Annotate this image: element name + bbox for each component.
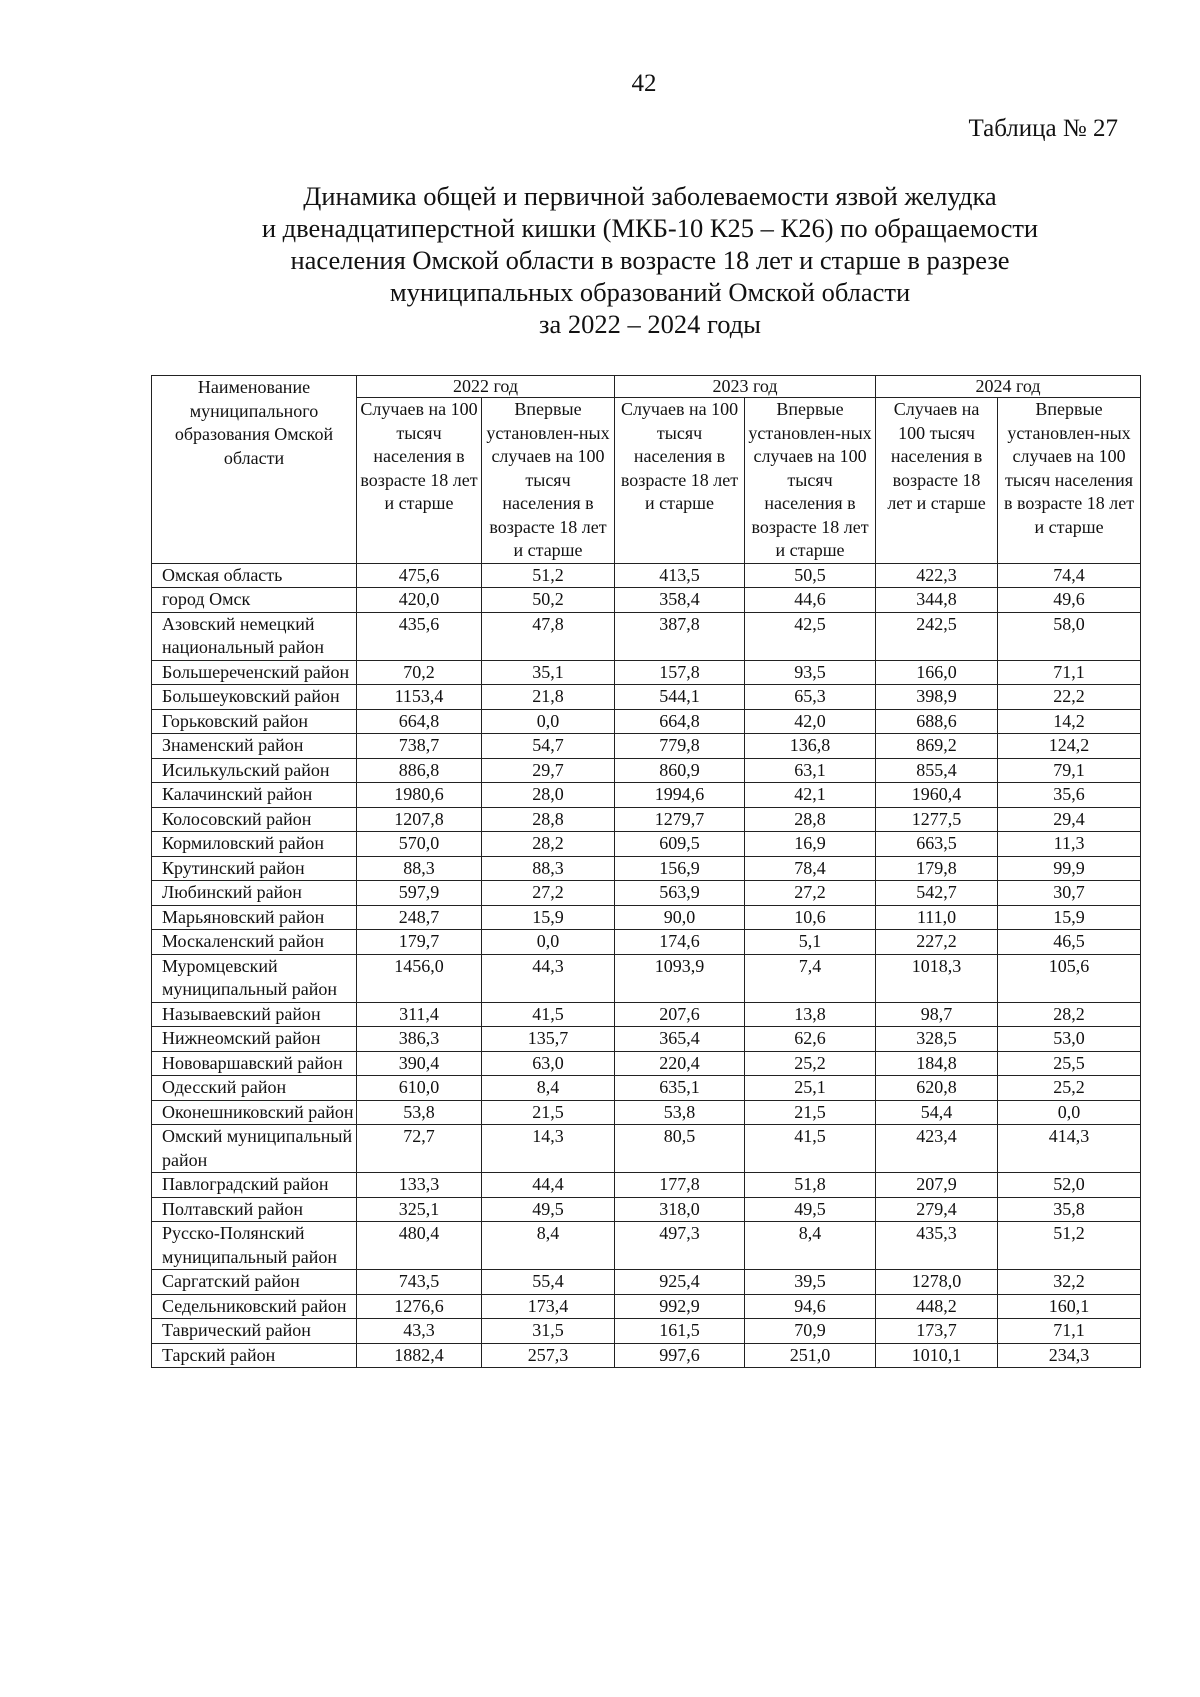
value-cell: 1980,6 [357,783,482,808]
table-row [152,1173,1141,1198]
table-row [152,1294,1141,1319]
value-cell: 52,0 [998,1173,1141,1198]
value-cell: 173,4 [482,1294,615,1319]
value-cell: 635,1 [615,1076,745,1101]
value-cell: 63,1 [745,758,876,783]
value-cell: 79,1 [998,758,1141,783]
header-new-cases-2023: Впервые установлен-ных случаев на 100 тысяч населения в возрасте 18 лет и старше [745,398,876,564]
value-cell: 35,1 [482,660,615,685]
value-cell: 28,2 [998,1002,1141,1027]
table-row [152,930,1141,955]
value-cell: 74,4 [998,563,1141,588]
value-cell: 105,6 [998,954,1141,1002]
value-cell: 54,7 [482,734,615,759]
value-cell: 46,5 [998,930,1141,955]
table-row [152,709,1141,734]
value-cell: 51,2 [998,1222,1141,1270]
value-cell: 234,3 [998,1343,1141,1368]
value-cell: 609,5 [615,832,745,857]
header-total-cases-2022: Случаев на 100 тысяч населения в возрасте 18 лет и старше [357,398,482,564]
value-cell: 207,6 [615,1002,745,1027]
value-cell: 855,4 [876,758,998,783]
value-cell: 414,3 [998,1125,1141,1173]
value-cell: 664,8 [615,709,745,734]
municipality-name: Колосовский район [152,807,357,832]
value-cell: 1279,7 [615,807,745,832]
municipality-name: Седельниковский район [152,1294,357,1319]
value-cell: 31,5 [482,1319,615,1344]
value-cell: 93,5 [745,660,876,685]
table-row [152,832,1141,857]
value-cell: 25,5 [998,1051,1141,1076]
title-line: и двенадцатиперстной кишки (МКБ-10 К25 – К26) по обращаемости [261,213,1039,243]
value-cell: 207,9 [876,1173,998,1198]
municipality-name: Нововаршавский район [152,1051,357,1076]
value-cell: 22,2 [998,685,1141,710]
municipality-name: Одесский район [152,1076,357,1101]
value-cell: 179,7 [357,930,482,955]
value-cell: 53,8 [357,1100,482,1125]
table-row [152,881,1141,906]
title-line: за 2022 – 2024 годы [539,309,761,339]
table-row [152,1270,1141,1295]
municipality-name: Любинский район [152,881,357,906]
value-cell: 358,4 [615,588,745,613]
value-cell: 15,9 [998,905,1141,930]
value-cell: 72,7 [357,1125,482,1173]
municipality-name: Крутинский район [152,856,357,881]
value-cell: 44,4 [482,1173,615,1198]
value-cell: 544,1 [615,685,745,710]
value-cell: 29,4 [998,807,1141,832]
title-line: муниципальных образований Омской области [389,277,911,307]
value-cell: 992,9 [615,1294,745,1319]
value-cell: 328,5 [876,1027,998,1052]
value-cell: 173,7 [876,1319,998,1344]
value-cell: 1994,6 [615,783,745,808]
municipality-name: Оконешниковский район [152,1100,357,1125]
header-new-cases-2024: Впервые установлен-ных случаев на 100 тысяч населения в возрасте 18 лет и старше [998,398,1141,564]
value-cell: 542,7 [876,881,998,906]
value-cell: 49,5 [745,1197,876,1222]
value-cell: 620,8 [876,1076,998,1101]
value-cell: 14,2 [998,709,1141,734]
value-cell: 0,0 [998,1100,1141,1125]
value-cell: 63,0 [482,1051,615,1076]
value-cell: 42,0 [745,709,876,734]
municipality-name: Исилькульский район [152,758,357,783]
title-line: населения Омской области в возрасте 18 лет и старше в разрезе [290,245,1010,275]
value-cell: 47,8 [482,612,615,660]
value-cell: 78,4 [745,856,876,881]
municipality-name: Марьяновский район [152,905,357,930]
value-cell: 420,0 [357,588,482,613]
table-row [152,1197,1141,1222]
value-cell: 94,6 [745,1294,876,1319]
municipality-name: Омский муниципальный район [152,1125,357,1173]
value-cell: 44,6 [745,588,876,613]
municipality-name: Кормиловский район [152,832,357,857]
value-cell: 50,2 [482,588,615,613]
value-cell: 41,5 [482,1002,615,1027]
value-cell: 869,2 [876,734,998,759]
value-cell: 597,9 [357,881,482,906]
value-cell: 886,8 [357,758,482,783]
header-year-2022: 2022 год [357,376,615,398]
value-cell: 251,0 [745,1343,876,1368]
value-cell: 435,6 [357,612,482,660]
value-cell: 44,3 [482,954,615,1002]
value-cell: 610,0 [357,1076,482,1101]
value-cell: 0,0 [482,930,615,955]
value-cell: 21,5 [745,1100,876,1125]
value-cell: 28,2 [482,832,615,857]
table-row [152,758,1141,783]
value-cell: 88,3 [357,856,482,881]
municipality-name: Называевский район [152,1002,357,1027]
value-cell: 248,7 [357,905,482,930]
value-cell: 53,0 [998,1027,1141,1052]
value-cell: 398,9 [876,685,998,710]
value-cell: 54,4 [876,1100,998,1125]
municipality-name: Большереченский район [152,660,357,685]
value-cell: 98,7 [876,1002,998,1027]
table-row [152,685,1141,710]
value-cell: 435,3 [876,1222,998,1270]
table-row [152,1343,1141,1368]
value-cell: 71,1 [998,1319,1141,1344]
value-cell: 41,5 [745,1125,876,1173]
value-cell: 70,9 [745,1319,876,1344]
value-cell: 1456,0 [357,954,482,1002]
value-cell: 413,5 [615,563,745,588]
municipality-name: Москаленский район [152,930,357,955]
value-cell: 242,5 [876,612,998,660]
value-cell: 133,3 [357,1173,482,1198]
header-new-cases-2022: Впервые установлен-ных случаев на 100 тысяч населения в возрасте 18 лет и старше [482,398,615,564]
value-cell: 220,4 [615,1051,745,1076]
value-cell: 124,2 [998,734,1141,759]
table-row [152,660,1141,685]
value-cell: 42,1 [745,783,876,808]
municipality-name: Омская область [152,563,357,588]
value-cell: 29,7 [482,758,615,783]
header-total-cases-2024: Случаев на 100 тысяч населения в возрасте 18 лет и старше [876,398,998,564]
value-cell: 311,4 [357,1002,482,1027]
value-cell: 1277,5 [876,807,998,832]
value-cell: 1153,4 [357,685,482,710]
value-cell: 387,8 [615,612,745,660]
header-year-2024: 2024 год [876,376,1141,398]
value-cell: 71,1 [998,660,1141,685]
table-title [150,180,1150,340]
value-cell: 25,2 [745,1051,876,1076]
value-cell: 50,5 [745,563,876,588]
value-cell: 157,8 [615,660,745,685]
table-label: Таблица № 27 [968,115,1118,142]
value-cell: 1010,1 [876,1343,998,1368]
value-cell: 390,4 [357,1051,482,1076]
table-row [152,905,1141,930]
municipality-name: Муромцевский муниципальный район [152,954,357,1002]
table-row [152,954,1141,1002]
value-cell: 365,4 [615,1027,745,1052]
municipality-name: Калачинский район [152,783,357,808]
municipality-name: Таврический район [152,1319,357,1344]
value-cell: 0,0 [482,709,615,734]
value-cell: 174,6 [615,930,745,955]
table-row [152,588,1141,613]
table-row [152,1222,1141,1270]
value-cell: 279,4 [876,1197,998,1222]
value-cell: 779,8 [615,734,745,759]
table-row [152,1027,1141,1052]
value-cell: 925,4 [615,1270,745,1295]
value-cell: 28,8 [745,807,876,832]
header-total-cases-2023: Случаев на 100 тысяч населения в возрасте 18 лет и старше [615,398,745,564]
value-cell: 257,3 [482,1343,615,1368]
value-cell: 177,8 [615,1173,745,1198]
value-cell: 43,3 [357,1319,482,1344]
municipality-name: Павлоградский район [152,1173,357,1198]
page-number: 42 [631,70,657,97]
value-cell: 55,4 [482,1270,615,1295]
value-cell: 1960,4 [876,783,998,808]
value-cell: 65,3 [745,685,876,710]
table-row [152,783,1141,808]
value-cell: 497,3 [615,1222,745,1270]
municipality-name: Знаменский район [152,734,357,759]
value-cell: 160,1 [998,1294,1141,1319]
value-cell: 570,0 [357,832,482,857]
header-year-2023: 2023 год [615,376,876,398]
value-cell: 39,5 [745,1270,876,1295]
value-cell: 25,2 [998,1076,1141,1101]
value-cell: 21,8 [482,685,615,710]
value-cell: 14,3 [482,1125,615,1173]
table-row [152,734,1141,759]
municipality-name: Русско-Полянский муниципальный район [152,1222,357,1270]
value-cell: 423,4 [876,1125,998,1173]
value-cell: 51,2 [482,563,615,588]
municipality-name: Азовский немецкий национальный район [152,612,357,660]
value-cell: 166,0 [876,660,998,685]
value-cell: 227,2 [876,930,998,955]
value-cell: 1278,0 [876,1270,998,1295]
value-cell: 1882,4 [357,1343,482,1368]
header-municipality: Наименование муниципального образования Омской области [152,376,357,564]
value-cell: 8,4 [482,1222,615,1270]
value-cell: 475,6 [357,563,482,588]
morbidity-table [151,375,1141,1368]
table-row [152,1051,1141,1076]
value-cell: 325,1 [357,1197,482,1222]
table-row [152,1100,1141,1125]
value-cell: 8,4 [745,1222,876,1270]
value-cell: 35,6 [998,783,1141,808]
value-cell: 99,9 [998,856,1141,881]
value-cell: 111,0 [876,905,998,930]
value-cell: 51,8 [745,1173,876,1198]
value-cell: 42,5 [745,612,876,660]
value-cell: 7,4 [745,954,876,1002]
municipality-name: Полтавский район [152,1197,357,1222]
value-cell: 70,2 [357,660,482,685]
table-row [152,807,1141,832]
value-cell: 161,5 [615,1319,745,1344]
value-cell: 13,8 [745,1002,876,1027]
value-cell: 10,6 [745,905,876,930]
value-cell: 480,4 [357,1222,482,1270]
value-cell: 344,8 [876,588,998,613]
value-cell: 16,9 [745,832,876,857]
table-row [152,1002,1141,1027]
table-row [152,1125,1141,1173]
value-cell: 386,3 [357,1027,482,1052]
value-cell: 25,1 [745,1076,876,1101]
table-row [152,856,1141,881]
value-cell: 28,0 [482,783,615,808]
value-cell: 135,7 [482,1027,615,1052]
value-cell: 21,5 [482,1100,615,1125]
value-cell: 136,8 [745,734,876,759]
value-cell: 318,0 [615,1197,745,1222]
value-cell: 80,5 [615,1125,745,1173]
table-row [152,1076,1141,1101]
value-cell: 49,5 [482,1197,615,1222]
table-body [152,563,1141,1368]
municipality-name: Большеуковский район [152,685,357,710]
value-cell: 8,4 [482,1076,615,1101]
value-cell: 5,1 [745,930,876,955]
value-cell: 62,6 [745,1027,876,1052]
table-row [152,612,1141,660]
value-cell: 663,5 [876,832,998,857]
value-cell: 1018,3 [876,954,998,1002]
value-cell: 1276,6 [357,1294,482,1319]
value-cell: 563,9 [615,881,745,906]
value-cell: 88,3 [482,856,615,881]
municipality-name: Горьковский район [152,709,357,734]
value-cell: 27,2 [482,881,615,906]
municipality-name: Саргатский район [152,1270,357,1295]
value-cell: 688,6 [876,709,998,734]
value-cell: 179,8 [876,856,998,881]
value-cell: 860,9 [615,758,745,783]
value-cell: 743,5 [357,1270,482,1295]
municipality-name: Нижнеомский район [152,1027,357,1052]
value-cell: 58,0 [998,612,1141,660]
table-row [152,563,1141,588]
value-cell: 664,8 [357,709,482,734]
value-cell: 35,8 [998,1197,1141,1222]
value-cell: 30,7 [998,881,1141,906]
value-cell: 90,0 [615,905,745,930]
municipality-name: город Омск [152,588,357,613]
value-cell: 1093,9 [615,954,745,1002]
value-cell: 49,6 [998,588,1141,613]
value-cell: 53,8 [615,1100,745,1125]
value-cell: 32,2 [998,1270,1141,1295]
value-cell: 27,2 [745,881,876,906]
value-cell: 1207,8 [357,807,482,832]
title-line: Динамика общей и первичной заболеваемости язвой желудка [303,181,997,211]
value-cell: 738,7 [357,734,482,759]
value-cell: 15,9 [482,905,615,930]
value-cell: 448,2 [876,1294,998,1319]
value-cell: 997,6 [615,1343,745,1368]
value-cell: 156,9 [615,856,745,881]
value-cell: 422,3 [876,563,998,588]
value-cell: 11,3 [998,832,1141,857]
value-cell: 184,8 [876,1051,998,1076]
table-row [152,1319,1141,1344]
value-cell: 28,8 [482,807,615,832]
municipality-name: Тарский район [152,1343,357,1368]
